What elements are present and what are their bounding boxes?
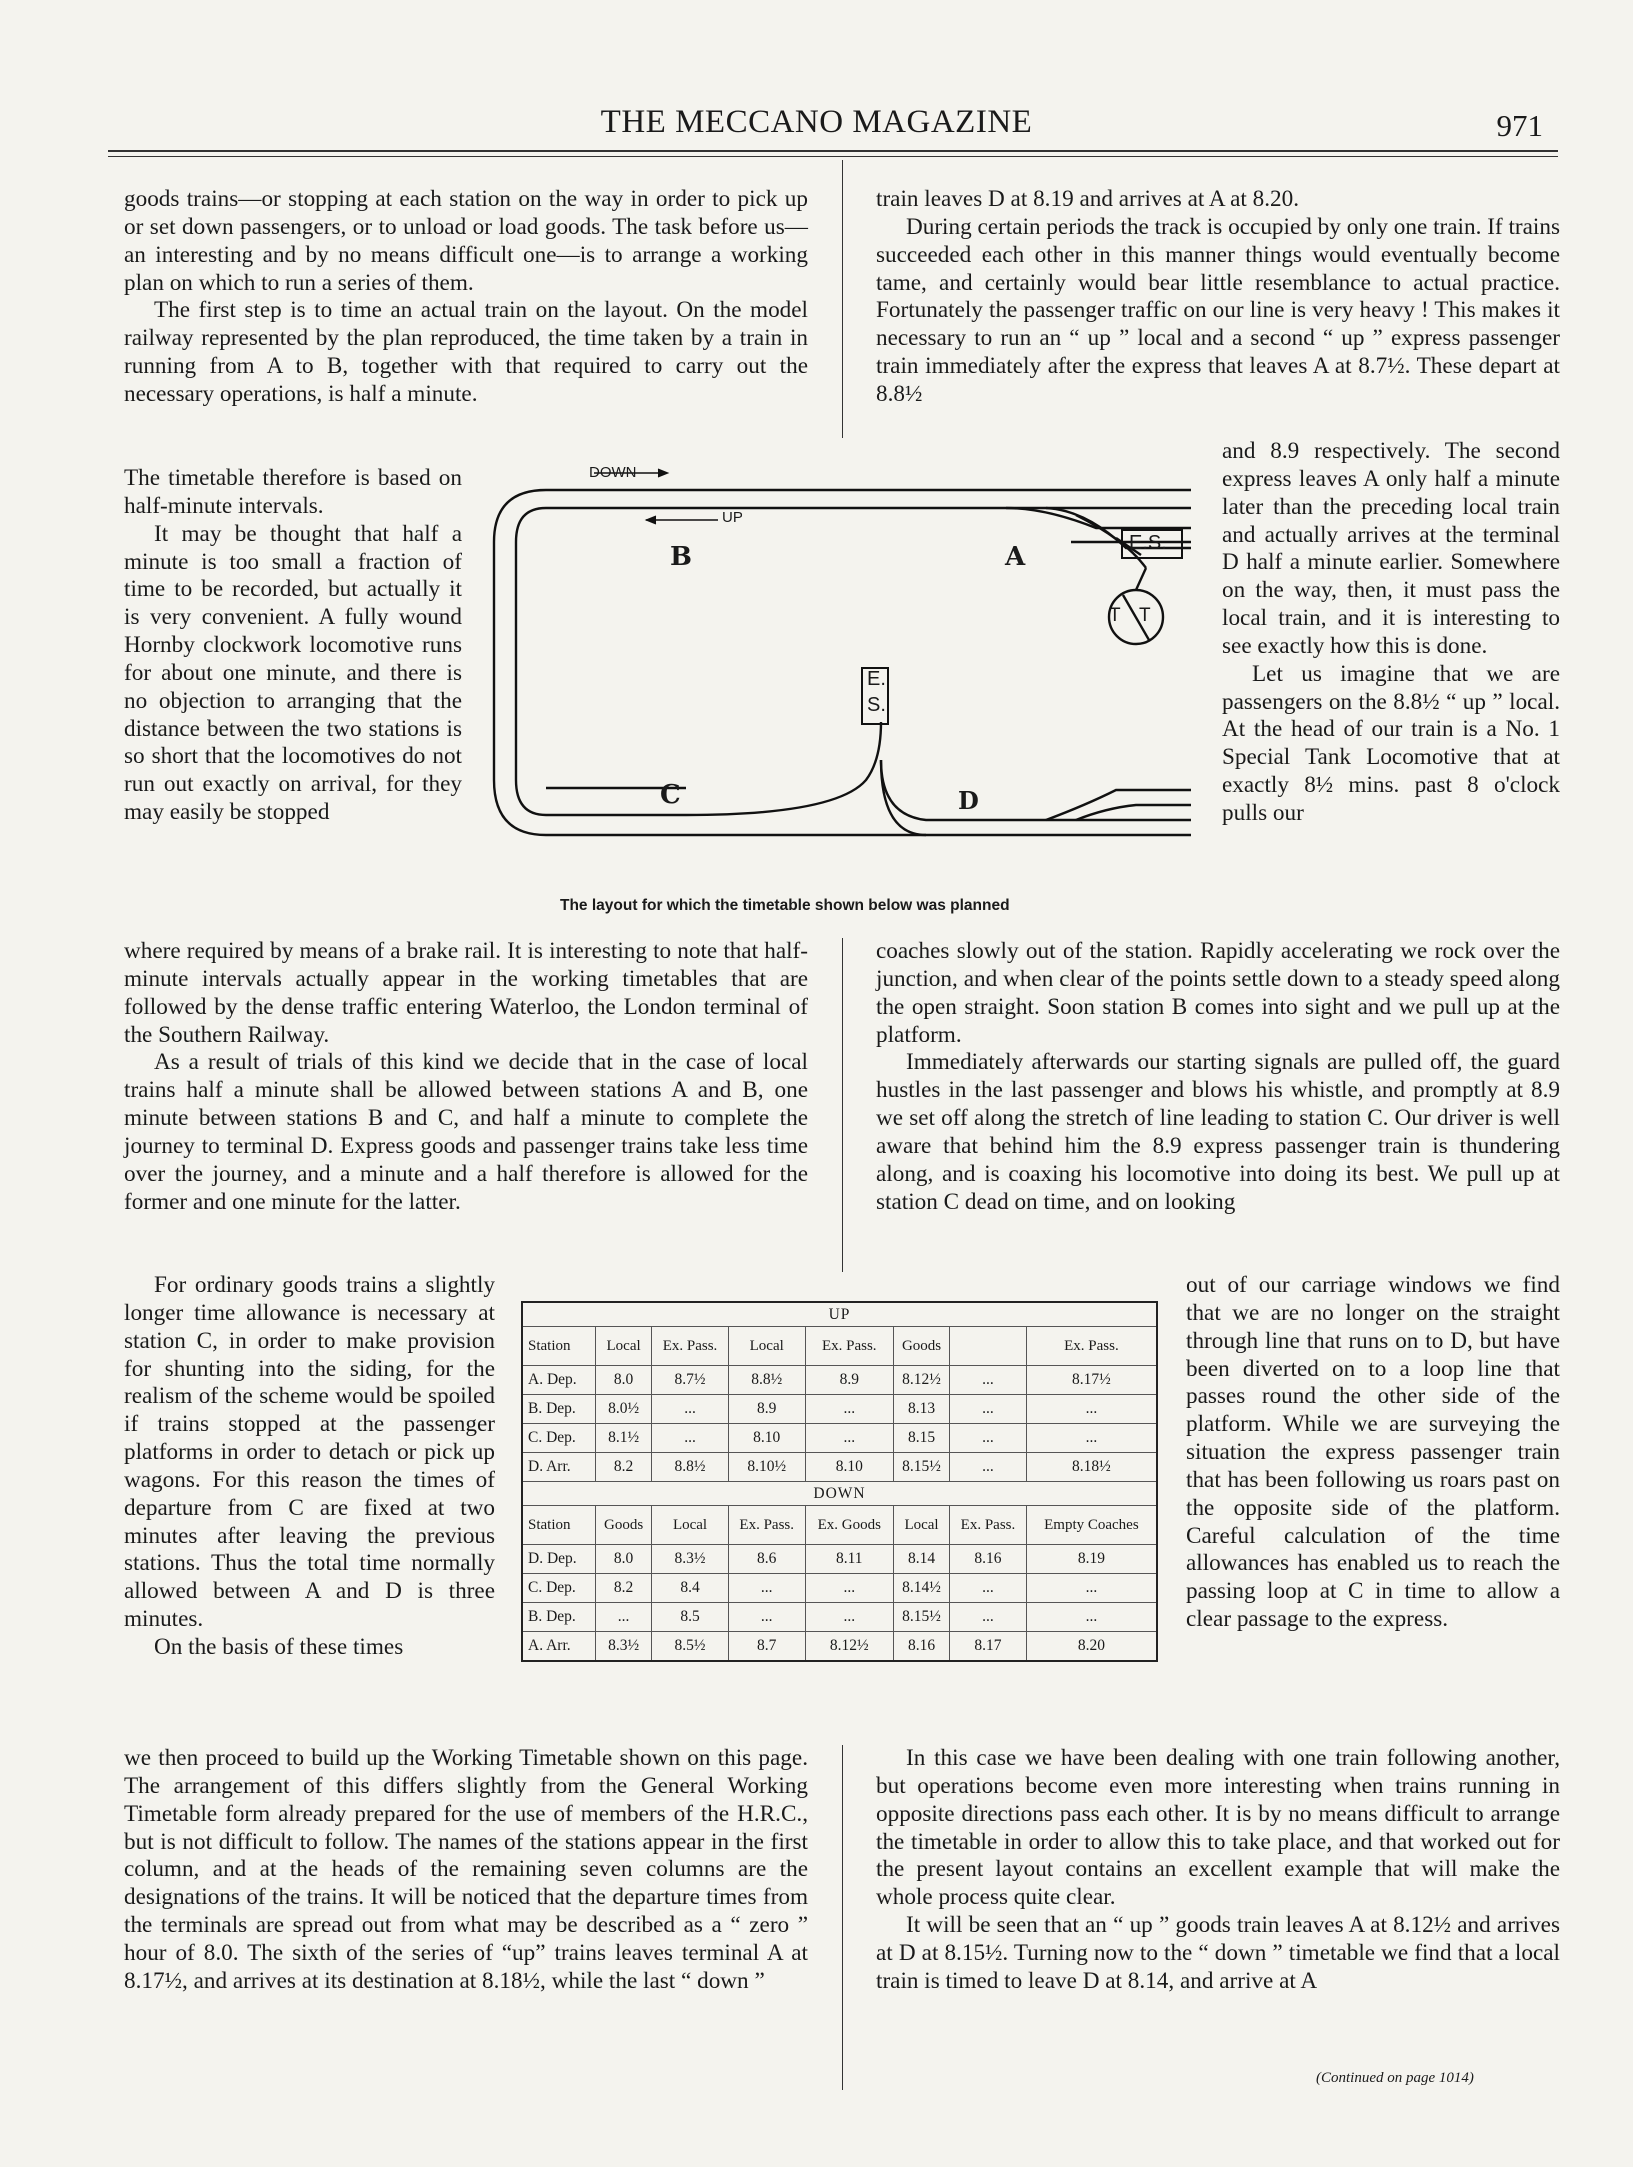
table-row [522,1366,1157,1395]
time-cell: 8.5 [652,1603,729,1632]
col2-top-text [876,186,1560,409]
table-row [522,1395,1157,1424]
time-cell: 8.9 [728,1395,805,1424]
paragraph: It will be seen that an “ up ” goods train leaves A at 8.12½ and arrives at D at 8.15½. Turning now to the “ down ” timetable we find that a local train is timed to leave D at 8.14, and arrive at A [876,1912,1560,1994]
up-section-label: UP [522,1302,1157,1327]
column-header [950,1327,1027,1366]
time-cell: ... [652,1424,729,1453]
paragraph: The timetable therefore is based on half-minute intervals. [124,465,462,519]
column-header: Ex. Pass. [1026,1327,1157,1366]
time-cell: 8.10½ [728,1453,805,1482]
down-section-label: DOWN [522,1482,1157,1506]
col1-bottom-text [124,1745,808,1996]
up-header-row [522,1327,1157,1366]
col1-top-text [124,186,808,409]
time-cell: 8.12½ [893,1366,949,1395]
paragraph: Let us imagine that we are passengers on the 8.8½ “ up ” local. At the head of our train is a No. 1 Special Tank Locomotive that at exactly 8½ mins. past 8 o'clock pulls our [1222,660,1560,826]
column-header: Station [522,1506,596,1545]
page-number: 971 [1496,108,1543,143]
column-header: Ex. Pass. [950,1506,1027,1545]
time-cell: ... [950,1395,1027,1424]
column-header: Local [893,1506,949,1545]
column-header: Ex. Pass. [728,1506,805,1545]
paragraph: we then proceed to build up the Working Timetable shown on this page. The arrangement of this differs slightly from the General Working Timetable form already prepared for the use of members of the H.R.C., but is not difficult to follow. The names of the stations appear in the first column, and at the heads of the remaining seven columns are the designations of the trains. It will be noticed that the departure times from the terminals are spread out from what may be described as a “ zero ” hour of 8.0. The sixth of the series of “up” trains leaves terminal A at 8.17½, and arrives at its destination at 8.18½, while the last “ down ” [124,1745,808,1994]
time-cell: 8.15½ [893,1603,949,1632]
turntable-label-right: T [1139,605,1151,626]
down-header-row [522,1506,1157,1545]
paragraph: out of our carriage windows we find that we are no longer on the straight through line that runs on to D, but have been diverted on to a loop line that passes round the other side of the platform. While we are surveying the situation the express passenger train that has been following us roars past on the opposite side of the platform. Careful calculation of the time allowances has enabled us to reach the passing loop at C in time to allow a clear passage to the express. [1186,1272,1560,1633]
time-cell: 8.10 [805,1453,893,1482]
time-cell: ... [728,1574,805,1603]
col2-mid-text [876,938,1560,1216]
time-cell: 8.14 [893,1545,949,1574]
time-cell: ... [950,1366,1027,1395]
station-cell: A. Dep. [522,1366,596,1395]
engine-shed-label-bottom: S. [867,694,886,716]
time-cell: 8.16 [893,1632,949,1662]
time-cell: 8.14½ [893,1574,949,1603]
time-cell: ... [805,1395,893,1424]
time-cell: ... [950,1603,1027,1632]
paragraph: coaches slowly out of the station. Rapidly accelerating we rock over the junction, and when clear of the points settle down to a steady speed along the open straight. Soon station B comes into sight and we pull up at the platform. [876,938,1560,1048]
paragraph: where required by means of a brake rail. It is interesting to note that half-minute intervals actually appear in the working timetables that are followed by the dense traffic entering Waterloo, the London terminal of the Southern Railway. [124,938,808,1048]
time-cell: ... [728,1603,805,1632]
time-cell: 8.7 [728,1632,805,1662]
figure-caption: The layout for which the timetable shown below was planned [560,897,1010,914]
time-cell: ... [1026,1424,1157,1453]
column-header: Ex. Goods [805,1506,893,1545]
engine-shed-label: E.S. [1129,532,1167,554]
header-rule [108,150,1558,152]
col1-table-side-text [124,1272,495,1662]
time-cell: 8.8½ [652,1453,729,1482]
time-cell: 8.8½ [728,1366,805,1395]
engine-shed-label-top: E. [867,668,886,690]
station-cell: C. Dep. [522,1574,596,1603]
time-cell: ... [805,1603,893,1632]
paragraph: It may be thought that half a minute is too small a fraction of time to be recorded, but actually it is very convenient. A fully wound Hornby clockwork locomotive runs for about one minute, and there is no objection to arranging that the distance between the two stations is so short that the locomotives do not run out exactly on arrival, for they may easily be stopped [124,520,462,826]
turntable-label-left: T [1109,605,1121,626]
column-header: Local [596,1327,652,1366]
column-header: Goods [893,1327,949,1366]
paragraph: For ordinary goods trains a slightly longer time allowance is necessary at station C, in order to make provision for shunting into the siding, for the realism of the scheme would be spoiled if trains stopped at the passenger platforms in order to detach or pick up wagons. For this reason the times of departure from C are fixed at two minutes after leaving the previous stations. Thus the total time normally allowed between A and D is three minutes. [124,1272,495,1633]
time-cell: 8.0 [596,1545,652,1574]
time-cell: 8.17 [950,1632,1027,1662]
time-cell: ... [596,1603,652,1632]
column-header: Station [522,1327,596,1366]
header-rule-thin [108,156,1558,157]
paragraph: and 8.9 respectively. The second express leaves A only half a minute later than the preceding local train and actually arrives at the terminal D half a minute earlier. Somewhere on the way, then, it must pass the local train, and it is interesting to see exactly how this is done. [1222,438,1560,659]
time-cell: 8.0 [596,1366,652,1395]
column-header: Local [652,1506,729,1545]
table-row [522,1603,1157,1632]
time-cell: 8.19 [1026,1545,1157,1574]
station-cell: D. Arr. [522,1453,596,1482]
station-cell: A. Arr. [522,1632,596,1662]
up-label: UP [722,509,743,526]
paragraph: train leaves D at 8.19 and arrives at A at 8.20. [876,186,1300,212]
station-cell: B. Dep. [522,1395,596,1424]
time-cell: ... [1026,1603,1157,1632]
time-cell: 8.10 [728,1424,805,1453]
station-cell: C. Dep. [522,1424,596,1453]
table-row [522,1632,1157,1662]
paragraph: In this case we have been dealing with one train following another, but operations become even more interesting when trains running in opposite directions pass each other. It is by no means difficult to arrange the timetable in order to allow this to take place, and that worked out for the present layout contains an excellent example that will make the whole process quite clear. [876,1745,1560,1911]
col1-mid-text [124,938,808,1216]
time-cell: 8.1½ [596,1424,652,1453]
time-cell: 8.11 [805,1545,893,1574]
table-row [522,1453,1157,1482]
col1-narrow-text [124,465,462,827]
paragraph: As a result of trials of this kind we decide that in the case of local trains half a minute shall be allowed between stations A and B, one minute between stations B and C, and half a minute to complete the journey to terminal D. Express goods and passenger trains take less time over the journey, and a minute and a half therefore is allowed for the former and one minute for the latter. [124,1049,808,1215]
time-cell: 8.18½ [1026,1453,1157,1482]
time-cell: ... [950,1424,1027,1453]
paragraph: goods trains—or stopping at each station on the way in order to pick up or set down passengers, or to unload or load goods. The task before us—an interesting and by no means difficult one—is to arrange a working plan on which to run a series of them. [124,186,808,296]
time-cell: 8.3½ [596,1632,652,1662]
column-header: Empty Coaches [1026,1506,1157,1545]
column-divider [842,160,843,438]
station-a-label: A [1005,542,1026,572]
railway-layout-diagram [486,460,1226,895]
station-c-label: C [660,780,681,810]
time-cell: 8.3½ [652,1545,729,1574]
time-cell: 8.0½ [596,1395,652,1424]
paragraph: On the basis of these times [154,1633,404,1660]
time-cell: ... [1026,1574,1157,1603]
time-cell: 8.6 [728,1545,805,1574]
col2-table-side-text [1186,1272,1560,1634]
paragraph: During certain periods the track is occupied by only one train. If trains succeeded each other in this manner things would eventually become tame, and certainly would bear little resemblance to actual practice. Fortunately the passenger traffic on our line is very heavy ! This makes it necessary to run an “ up ” local and a second “ up ” express passenger train immediately after the express that leaves A at 8.7½. These depart at 8.8½ [876,213,1560,407]
column-divider [842,938,843,1272]
column-header: Goods [596,1506,652,1545]
column-header: Ex. Pass. [652,1327,729,1366]
time-cell: ... [950,1453,1027,1482]
station-cell: D. Dep. [522,1545,596,1574]
time-cell: 8.15 [893,1424,949,1453]
table-row [522,1574,1157,1603]
table-row [522,1545,1157,1574]
working-timetable [521,1301,1158,1662]
time-cell: 8.13 [893,1395,949,1424]
time-cell: ... [805,1574,893,1603]
time-cell: 8.2 [596,1574,652,1603]
time-cell: ... [805,1424,893,1453]
station-cell: B. Dep. [522,1603,596,1632]
time-cell: 8.4 [652,1574,729,1603]
col2-narrow-text [1222,438,1560,828]
time-cell: 8.7½ [652,1366,729,1395]
time-cell: 8.9 [805,1366,893,1395]
time-cell: ... [1026,1395,1157,1424]
down-label: DOWN [589,464,637,481]
station-d-label: D [958,786,979,815]
paragraph: The first step is to time an actual train on the layout. On the model railway represented by the plan reproduced, the time taken by a train in running from A to B, together with that required to carry out the necessary operations, is half a minute. [124,297,808,407]
column-divider [842,1745,843,2090]
time-cell: 8.16 [950,1545,1027,1574]
time-cell: ... [652,1395,729,1424]
col2-bottom-text [876,1745,1560,1996]
magazine-title: THE MECCANO MAGAZINE [600,104,1033,140]
time-cell: ... [950,1574,1027,1603]
paragraph: Immediately afterwards our starting signals are pulled off, the guard hustles in the last passenger and blows his whistle, and promptly at 8.9 we set off along the stretch of line leading to station C. Our driver is well aware that behind him the 8.9 express passenger train is thundering along, and is coaxing his locomotive into doing its best. We pull up at station C dead on time, and on looking [876,1049,1560,1215]
time-cell: 8.17½ [1026,1366,1157,1395]
column-header: Ex. Pass. [805,1327,893,1366]
time-cell: 8.20 [1026,1632,1157,1662]
column-header: Local [728,1327,805,1366]
table-row [522,1424,1157,1453]
continued-note: (Continued on page 1014) [1316,2070,1474,2086]
inner-track [516,508,686,815]
time-cell: 8.15½ [893,1453,949,1482]
time-cell: 8.12½ [805,1632,893,1662]
station-b-label: B [670,542,692,572]
time-cell: 8.5½ [652,1632,729,1662]
time-cell: 8.2 [596,1453,652,1482]
